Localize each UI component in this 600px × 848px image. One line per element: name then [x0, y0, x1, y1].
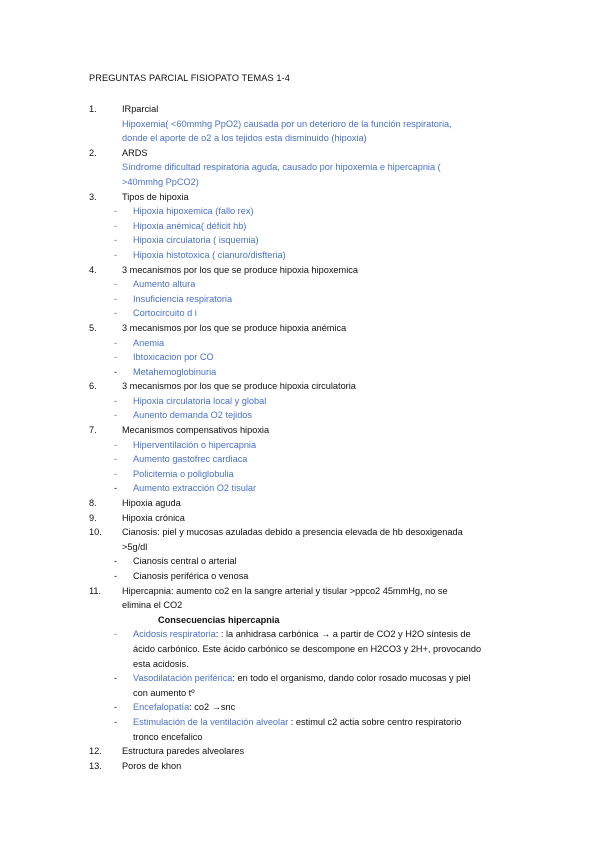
- answer-line: [0, 131, 600, 146]
- list-item-text: Cortocircuito d i: [133, 308, 197, 319]
- bullet-dash: -: [114, 454, 118, 465]
- list-item-text: [133, 671, 470, 686]
- list-item: [0, 700, 600, 715]
- bullet-dash: -: [114, 395, 118, 406]
- question-5: [0, 321, 600, 336]
- bullet-dash: -: [114, 410, 118, 421]
- bullet-dash: -: [114, 439, 118, 450]
- question-text: Tipos de hipoxia: [122, 191, 189, 202]
- question-number: 10.: [89, 527, 102, 538]
- question-number: 6.: [89, 381, 97, 392]
- question-2: [0, 146, 600, 161]
- question-number: 4.: [89, 264, 97, 275]
- term-text: Estimulación de la ventilación alveolar: [133, 716, 289, 727]
- list-item: [0, 467, 600, 482]
- answer-line: [0, 160, 600, 175]
- answer-text: Síndrome dificultad respiratoria aguda, causado por hipoxemia e hipercapnia (: [122, 162, 441, 173]
- list-item-text: Hipoxia circulatoria local y global: [133, 395, 267, 406]
- list-item: [0, 671, 600, 686]
- list-item-text: Hipoxia histotoxica ( cianuro/disfteria): [133, 249, 286, 260]
- list-item: [0, 365, 600, 380]
- list-item-continued: [0, 657, 600, 672]
- question-text: Hipoxia aguda: [122, 498, 181, 509]
- section-subtitle: [0, 613, 600, 628]
- definition-text: : co2: [189, 702, 212, 713]
- list-item: [0, 204, 600, 219]
- question-4: [0, 263, 600, 278]
- list-item-text: Cianosis periférica o venosa: [133, 571, 249, 581]
- question-number: 13.: [89, 760, 102, 771]
- question-text: ARDS: [122, 147, 148, 158]
- question-text: 3 mecanismos por los que se produce hipoxia circulatoria: [122, 381, 356, 392]
- list-item-text: Anemia: [133, 337, 165, 348]
- term-text: Encefalopatía: [133, 702, 190, 713]
- list-item: [0, 715, 600, 730]
- question-9: [0, 511, 600, 526]
- definition-text: : estimul c2 actia sobre centro respiratorio: [288, 716, 462, 727]
- bullet-dash: -: [114, 468, 118, 479]
- question-13: [0, 759, 600, 774]
- bullet-dash: -: [114, 629, 118, 640]
- list-item: [0, 277, 600, 292]
- list-item: [0, 219, 600, 234]
- question-1: [0, 102, 600, 117]
- question-text: 3 mecanismos por los que se produce hipoxia anémica: [122, 322, 347, 333]
- definition-text: esta acidosis.: [133, 658, 189, 669]
- term-text: Vasodilatación periférica: [133, 673, 233, 684]
- list-item-text: Hipoxia hipoxemica (fallo rex): [133, 206, 254, 217]
- list-item-text: Aumento extracción O2 tisular: [133, 483, 257, 494]
- bullet-dash: -: [114, 673, 118, 684]
- question-text: Hipoxia crónica: [122, 512, 185, 523]
- bullet-dash: -: [114, 366, 118, 377]
- definition-text: : : la anhidrasa carbónica: [215, 629, 321, 640]
- page-title: PREGUNTAS PARCIAL FISIOPATO TEMAS 1-4: [89, 73, 290, 83]
- bullet-dash: -: [114, 702, 118, 713]
- list-item-text: Hipoxia circulatoria ( isquemia): [133, 235, 259, 246]
- question-8: [0, 496, 600, 511]
- question-text-continued: [0, 598, 600, 613]
- list-item: [0, 438, 600, 453]
- list-item-text: Aumento altura: [133, 279, 196, 290]
- question-text: >5g/dl: [122, 541, 148, 552]
- bullet-dash: -: [114, 235, 118, 246]
- question-text: elimina el CO2: [122, 600, 183, 611]
- bullet-dash: -: [114, 308, 118, 319]
- answer-line: [0, 175, 600, 190]
- bullet-dash: -: [114, 716, 118, 727]
- question-6: [0, 379, 600, 394]
- list-item: [0, 481, 600, 496]
- question-text: Mecanismos compensativos hipoxia: [122, 425, 270, 436]
- bullet-dash: -: [114, 293, 118, 304]
- list-item: [0, 336, 600, 351]
- question-text-continued: [0, 540, 600, 555]
- bullet-dash: -: [114, 352, 118, 363]
- list-item: [0, 233, 600, 248]
- question-text: 3 mecanismos por los que se produce hipoxia hipoxemica: [122, 264, 358, 275]
- question-7: [0, 423, 600, 438]
- question-text: IRparcial: [122, 104, 159, 114]
- question-text: Cianosis: piel y mucosas azuladas debido a presencia elevada de hb desoxigenada: [122, 527, 463, 538]
- list-item: [0, 292, 600, 307]
- list-item-continued: [0, 686, 600, 701]
- list-item-text: [133, 627, 471, 642]
- question-number: 9.: [89, 512, 97, 523]
- definition-text: snc: [220, 702, 236, 713]
- definition-text: : en todo el organismo, dando color rosado mucosas y piel: [232, 673, 471, 684]
- bullet-dash: -: [114, 337, 118, 348]
- question-3: [0, 190, 600, 205]
- bullet-dash: -: [114, 556, 118, 567]
- question-number: 11.: [89, 585, 102, 596]
- question-text: Poros de khon: [122, 760, 182, 771]
- list-item-text: Aumento gastofrec cardiaca: [133, 454, 248, 465]
- list-item: [0, 408, 600, 423]
- list-item-text: Insuficiencia respiratoria: [133, 293, 233, 304]
- list-item: [0, 452, 600, 467]
- question-number: 12.: [89, 746, 102, 757]
- list-item-continued: [0, 642, 600, 657]
- list-item: [0, 350, 600, 365]
- answer-text: donde el aporte de o2 a los tejidos esta disminuido (hipoxia): [122, 133, 367, 144]
- bullet-dash: -: [114, 249, 118, 260]
- question-text: Estructura paredes alveolares: [122, 746, 245, 757]
- list-item: [0, 248, 600, 263]
- list-item-text: [133, 715, 461, 730]
- list-item-text: Hiperventilación o hipercapnia: [133, 439, 257, 450]
- question-number: 2.: [89, 147, 97, 158]
- answer-text: >40mmhg PpCO2): [122, 176, 199, 187]
- list-item-text: Policitemia o poliglobulia: [133, 468, 234, 479]
- list-item: [0, 554, 600, 569]
- question-12: [0, 744, 600, 759]
- bullet-dash: -: [114, 483, 118, 494]
- list-item-continued: [0, 730, 600, 745]
- list-item: [0, 306, 600, 321]
- arrow-right-icon: →: [320, 629, 331, 640]
- definition-text: con aumento tº: [133, 687, 195, 698]
- term-text: Acidosis respiratoria: [133, 629, 216, 640]
- bullet-dash: -: [114, 571, 118, 581]
- list-item-text: Hipoxia anémica( déficit hb): [133, 220, 247, 231]
- definition-text: tronco encefalico: [133, 731, 203, 742]
- list-item-text: Aunento demanda O2 tejidos: [133, 410, 253, 421]
- question-number: 3.: [89, 191, 97, 202]
- definition-text: a partir de CO2 y H2O síntesis de: [330, 629, 471, 640]
- arrow-right-icon: →: [211, 702, 221, 713]
- list-item: [0, 627, 600, 642]
- question-number: 5.: [89, 322, 97, 333]
- list-item-text: Ibtoxicacion por CO: [133, 352, 214, 363]
- answer-line: [0, 117, 600, 132]
- question-number: 8.: [89, 498, 97, 509]
- question-text: Hipercapnia: aumento co2 en la sangre arterial y tisular >ppco2 45mmHg, no se: [122, 585, 448, 596]
- list-item-text: Metahemoglobinuria: [133, 366, 217, 377]
- question-number: 7.: [89, 425, 97, 436]
- answer-text: Hipoxemia( <60mmhg PpO2) causada por un deterioro de la función respiratoria,: [122, 118, 452, 129]
- bullet-dash: -: [114, 279, 118, 290]
- question-list: [0, 102, 600, 773]
- question-11: [0, 584, 600, 599]
- list-item-text: Cianosis central o arterial: [133, 556, 237, 567]
- bullet-dash: -: [114, 206, 118, 217]
- list-item: [0, 569, 600, 584]
- list-item: [0, 394, 600, 409]
- bullet-dash: -: [114, 220, 118, 231]
- subtitle-text: Consecuencias hipercapnia: [158, 614, 280, 625]
- list-item-text: [133, 700, 235, 715]
- definition-text: ácido carbónico. Este ácido carbónico se descompone en H2CO3 y 2H+, provocando: [133, 643, 482, 654]
- question-number: 1.: [89, 104, 97, 114]
- question-10: [0, 525, 600, 540]
